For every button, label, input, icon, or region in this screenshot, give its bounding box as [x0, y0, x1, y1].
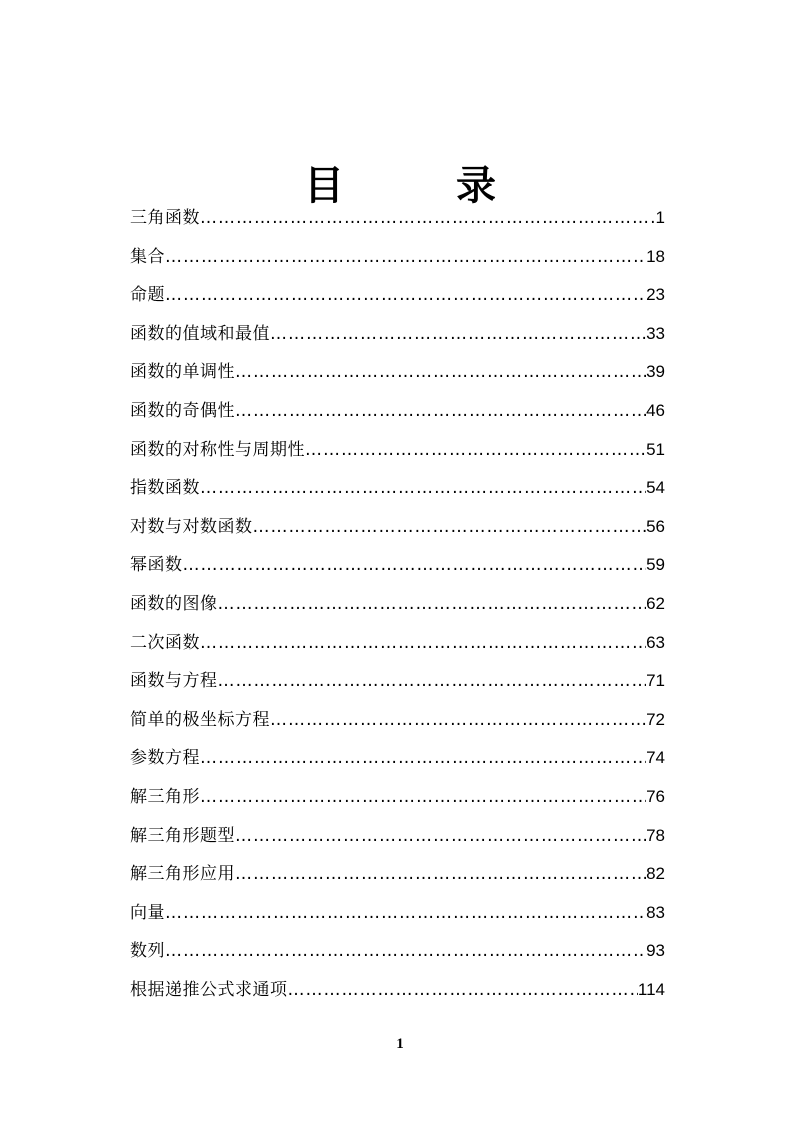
toc-entry-page: 51	[646, 439, 665, 459]
toc-entry-title: 解三角形题型	[130, 825, 235, 846]
toc-leader-dots	[200, 739, 646, 778]
toc-leader-dots	[218, 662, 647, 701]
toc-entry-page: 1	[655, 208, 665, 227]
toc-entry-title: 解三角形	[130, 786, 200, 807]
toc-entry[interactable]	[130, 546, 665, 585]
toc-entry-page: 18	[646, 246, 665, 266]
toc-leader-dots	[183, 546, 647, 585]
toc-leader-dots	[165, 276, 646, 315]
toc-entry[interactable]	[130, 469, 665, 508]
toc-entry-title: 数列	[130, 941, 165, 962]
toc-entry-title: 向量	[130, 902, 165, 923]
toc-entry-page: 56	[646, 516, 665, 536]
toc-leader-dots	[200, 199, 656, 238]
toc-leader-dots	[253, 508, 647, 547]
toc-entry-title: 命题	[130, 285, 165, 306]
toc-entry-title: 简单的极坐标方程	[130, 709, 270, 730]
toc-leader-dots	[235, 392, 646, 431]
toc-entry[interactable]	[130, 508, 665, 547]
toc-entry[interactable]	[130, 778, 665, 817]
toc-entry-page: 83	[646, 902, 665, 922]
toc-entry-title: 函数的单调性	[130, 362, 235, 383]
toc-entry-page: 76	[646, 786, 665, 806]
toc-entry-page: 63	[646, 632, 665, 652]
toc-entry[interactable]	[130, 894, 665, 933]
toc-entry[interactable]	[130, 431, 665, 470]
toc-entry-page: 46	[646, 400, 665, 420]
toc-leader-dots	[165, 238, 646, 277]
toc-entry[interactable]	[130, 315, 665, 354]
toc-entry-title: 参数方程	[130, 748, 200, 769]
toc-entry[interactable]	[130, 276, 665, 315]
toc-entry-page: 82	[646, 864, 665, 884]
toc-entry-page: 23	[646, 285, 665, 305]
toc-entry[interactable]	[130, 662, 665, 701]
toc-entry-title: 根据递推公式求通项	[130, 979, 288, 1000]
toc-leader-dots	[270, 315, 646, 354]
toc-entry-page: 54	[646, 478, 665, 498]
toc-entry-page: 39	[646, 362, 665, 382]
toc-leader-dots	[305, 431, 646, 470]
toc-entry-page: 72	[646, 709, 665, 729]
toc-leader-dots	[200, 778, 646, 817]
toc-leader-dots	[165, 932, 646, 971]
toc-entry-page: 78	[646, 825, 665, 845]
toc-entry[interactable]	[130, 199, 665, 238]
toc-entry-title: 二次函数	[130, 632, 200, 653]
toc-entry-title: 函数的值域和最值	[130, 323, 270, 344]
toc-entry[interactable]	[130, 624, 665, 663]
toc-entry[interactable]	[130, 855, 665, 894]
toc-entry[interactable]	[130, 971, 665, 1010]
toc-entry-title: 三角函数	[130, 208, 200, 228]
toc-leader-dots	[165, 894, 646, 933]
toc-entry[interactable]	[130, 585, 665, 624]
toc-entry-page: 62	[646, 593, 665, 613]
page-title: 目 录	[304, 162, 532, 209]
toc-entry-title: 解三角形应用	[130, 864, 235, 885]
toc-leader-dots	[270, 701, 646, 740]
table-of-contents	[130, 199, 665, 1009]
toc-entry[interactable]	[130, 701, 665, 740]
toc-entry[interactable]	[130, 238, 665, 277]
toc-entry-page: 71	[646, 671, 665, 691]
toc-entry[interactable]	[130, 739, 665, 778]
toc-entry[interactable]	[130, 392, 665, 431]
toc-leader-dots	[288, 971, 638, 1010]
toc-leader-dots	[200, 624, 646, 663]
toc-entry-title: 对数与对数函数	[130, 516, 253, 537]
toc-leader-dots	[235, 817, 646, 856]
toc-entry[interactable]	[130, 353, 665, 392]
toc-entry-title: 函数与方程	[130, 671, 218, 692]
toc-leader-dots	[200, 469, 646, 508]
page-number: 1	[396, 1036, 404, 1052]
toc-entry-title: 函数的对称性与周期性	[130, 439, 305, 460]
toc-entry-page: 33	[646, 323, 665, 343]
toc-entry-title: 幂函数	[130, 555, 183, 576]
toc-entry-page: 114	[637, 979, 665, 999]
toc-entry-page: 74	[646, 748, 665, 768]
toc-entry-title: 函数的奇偶性	[130, 400, 235, 421]
toc-entry-title: 指数函数	[130, 478, 200, 499]
toc-entry-page: 59	[646, 555, 665, 575]
toc-entry[interactable]	[130, 932, 665, 971]
toc-entry-title: 函数的图像	[130, 593, 218, 614]
toc-leader-dots	[235, 353, 646, 392]
toc-entry[interactable]	[130, 817, 665, 856]
toc-entry-title: 集合	[130, 246, 165, 267]
toc-leader-dots	[235, 855, 646, 894]
toc-entry-page: 93	[646, 941, 665, 961]
toc-leader-dots	[218, 585, 647, 624]
